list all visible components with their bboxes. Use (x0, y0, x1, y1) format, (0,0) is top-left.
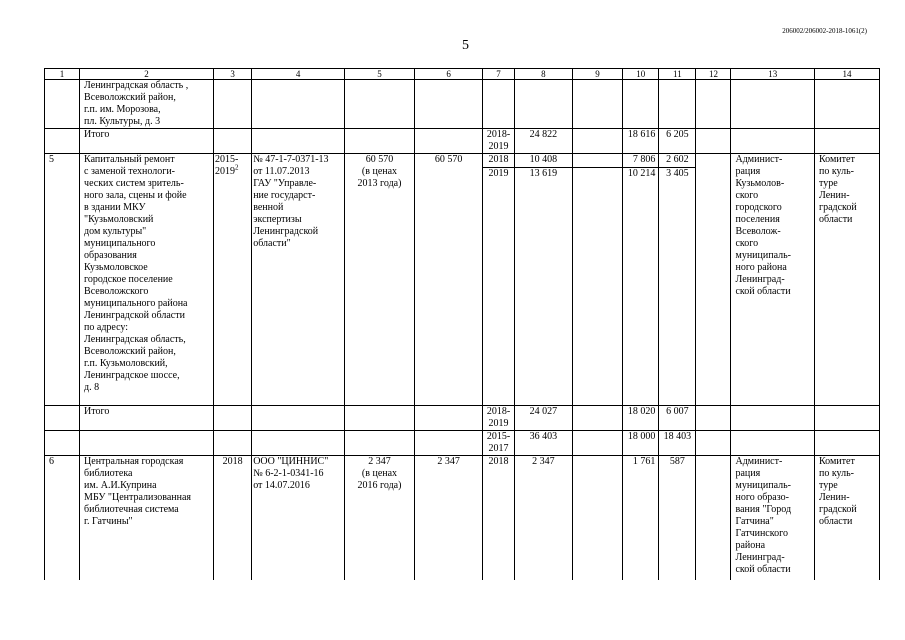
total-regional: 18 000 (623, 431, 659, 456)
column-number: 10 (623, 69, 659, 80)
item-number: 5 (45, 154, 80, 406)
column-number: 6 (415, 69, 483, 80)
customer: Админист- рация Кузьмолов- ского городского поселения Всеволож- ского муниципаль- ного района Ленинград- ской области (731, 154, 815, 406)
total-row (45, 431, 880, 456)
estimated-cost: 60 570 (в ценах 2013 года) (344, 154, 414, 406)
regional-amount: 7 806 (623, 154, 659, 168)
total-period: 2018- 2019 (483, 129, 515, 154)
column-number: 2 (80, 69, 214, 80)
item-number: 6 (45, 456, 80, 581)
customer: Админист- рация муниципаль- ного образо- вания "Город Гатчина" Гатчинского района Ленинград- ской области (731, 456, 815, 581)
implementation-years: 2015- 2019$^2$ (214, 154, 252, 406)
amount: 2 347 (515, 456, 573, 581)
column-number: 14 (814, 69, 879, 80)
column-number: 13 (731, 69, 815, 80)
total-amount: 24 027 (515, 406, 573, 431)
estimated-cost: 2 347 (в ценах 2016 года) (344, 456, 414, 581)
total-label: Итого (80, 406, 214, 431)
column-number: 5 (344, 69, 414, 80)
object-address: Ленинградская область , Всеволожский район, г.п. им. Морозова, пл. Культуры, д. 3 (80, 80, 214, 129)
implementation-years: 2018 (214, 456, 252, 581)
total-regional: 18 616 (623, 129, 659, 154)
total-amount: 24 822 (515, 129, 573, 154)
total-local: 18 403 (659, 431, 696, 456)
year: 2018 (483, 456, 515, 581)
column-number: 1 (45, 69, 80, 80)
column-number: 8 (515, 69, 573, 80)
expertise-conclusion: № 47-1-7-0371-13 от 11.07.2013 ГАУ "Управле- ние государст- венной экспертизы Ленинградской области" (252, 154, 345, 406)
responsible-committee: Комитет по куль- туре Ленин- градской области (814, 154, 879, 406)
total-period: 2018- 2019 (483, 406, 515, 431)
year: 2018 (483, 154, 515, 168)
total-amount: 36 403 (515, 431, 573, 456)
total-label: Итого (80, 129, 214, 154)
amount: 13 619 (515, 168, 573, 406)
object-name: Капитальный ремонт с заменой технологи- ческих систем зритель- ного зала, сцены и фойе в здании МКУ "Кузьмоловский дом культуры" муниципального образования Кузьмоловское городское поселение Всеволожского муниципального района Ленинградской области по адресу: Ленинградская область, Всеволожский район, г.п. Кузьмоловский, Ленинградское шоссе, д. 8 (80, 154, 214, 406)
expertise-conclusion: ООО "ЦИННИС" № 6-2-1-0341-16 от 14.07.2016 (252, 456, 345, 581)
total-period: 2015- 2017 (483, 431, 515, 456)
total-local: 6 205 (659, 129, 696, 154)
regional-amount: 1 761 (623, 456, 659, 581)
total-local: 6 007 (659, 406, 696, 431)
local-amount: 3 405 (659, 168, 696, 406)
column-number: 12 (696, 69, 731, 80)
total-row (45, 129, 880, 154)
object-name: Центральная городская библиотека им. А.И.Куприна МБУ "Централизованная библиотечная система г. Гатчины" (80, 456, 214, 581)
page-number: 5 (462, 38, 469, 53)
cost-column-6: 60 570 (415, 154, 483, 406)
total-regional: 18 020 (623, 406, 659, 431)
amount: 10 408 (515, 154, 573, 168)
cost-column-6: 2 347 (415, 456, 483, 581)
column-number: 4 (252, 69, 345, 80)
total-row (45, 406, 880, 431)
program-table-frame (44, 68, 880, 580)
table-row (45, 80, 880, 129)
local-amount: 587 (659, 456, 696, 581)
regional-amount: 10 214 (623, 168, 659, 406)
table-row-item-5 (45, 154, 880, 168)
program-table (44, 68, 880, 580)
year: 2019 (483, 168, 515, 406)
column-number: 7 (483, 69, 515, 80)
column-number: 3 (214, 69, 252, 80)
column-number-row (45, 69, 880, 80)
local-amount: 2 602 (659, 154, 696, 168)
document-id: 206002/206002-2018-1061(2) (782, 27, 867, 35)
table-row-item-6 (45, 456, 880, 581)
column-number: 9 (572, 69, 623, 80)
cell-num (45, 80, 80, 129)
responsible-committee: Комитет по куль- туре Ленин- градской области (814, 456, 879, 581)
column-number: 11 (659, 69, 696, 80)
